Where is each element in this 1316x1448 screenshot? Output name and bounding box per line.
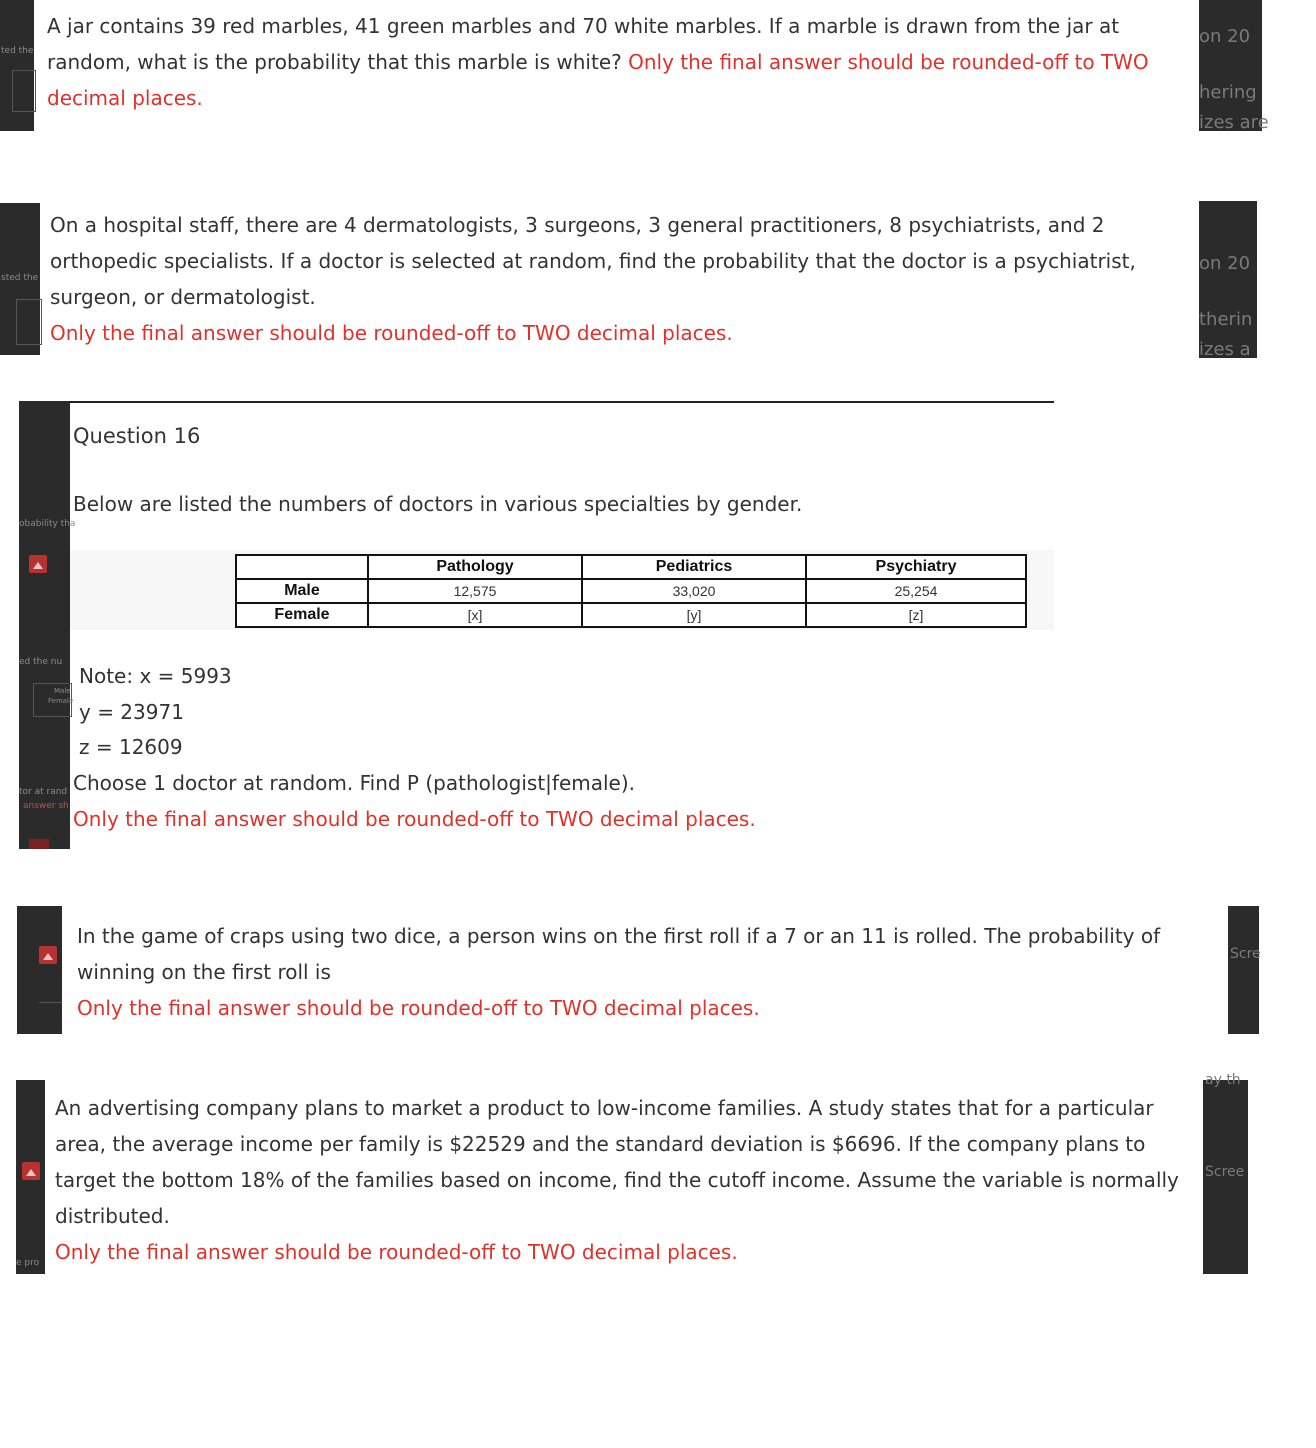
q4-right-strip — [1228, 906, 1259, 1034]
female-psychiatry: [z] — [806, 603, 1026, 627]
table-header-pathology: Pathology — [368, 555, 582, 579]
male-pediatrics: 33,020 — [582, 579, 806, 603]
female-pediatrics: [y] — [582, 603, 806, 627]
q4-ghost-right-1: Scre — [1230, 946, 1261, 962]
q2-ghost-right-1: on 20 — [1199, 253, 1251, 274]
q3-note-x: Note: x = 5993 — [79, 664, 232, 688]
q3-ghost-male: Male — [54, 687, 71, 695]
q5-rounding-note: Only the final answer should be rounded-off to TWO decimal places. — [55, 1240, 738, 1264]
q2-left-strip — [0, 203, 40, 355]
table-corner-cell — [236, 555, 368, 579]
male-pathology: 12,575 — [368, 579, 582, 603]
q4-rounding-note: Only the final answer should be rounded-off to TWO decimal places. — [77, 996, 760, 1020]
q1-right-strip — [1199, 0, 1269, 133]
q3-data-table — [235, 554, 1027, 628]
q3-note-y: y = 23971 — [79, 700, 184, 724]
q4-left-strip — [17, 906, 62, 1034]
q2-question — [50, 207, 1180, 351]
q3-ghost-red-block — [29, 839, 49, 849]
q1-ghost-left-text: ted the — [1, 46, 34, 56]
q5-question — [55, 1090, 1195, 1270]
q2-ghost-right-3: izes a — [1199, 339, 1251, 360]
table-row — [236, 579, 1026, 603]
q4-question — [77, 918, 1207, 1026]
q1-rounding-note: Only the final answer should be rounded-off to TWO decimal places. — [47, 50, 1149, 110]
q3-left-strip — [19, 401, 76, 849]
q5-ghost-left-1: e pro — [16, 1258, 40, 1268]
q3-ghost-left-2: ed the nu — [19, 657, 63, 667]
q5-left-strip — [16, 1080, 45, 1274]
q5-question-text: An advertising company plans to market a product to low-income families. A study states that for a particular area, the average income per family is $22529 and the standard deviation is $6696. If the company plans to target the bottom 18% of the families based on income, find the cutoff income. Assume the variable is normally distributed. — [55, 1096, 1179, 1228]
q1-ghost-right-1: on 20 — [1199, 26, 1251, 47]
q2-ghost-right-2: therin — [1199, 309, 1253, 330]
q1-ghost-box — [12, 70, 36, 112]
q3-ghost-left-3: tor at rand — [19, 787, 68, 797]
q3-image-icon — [29, 555, 47, 573]
male-psychiatry: 25,254 — [806, 579, 1026, 603]
q4-ghost-line — [39, 1002, 62, 1003]
q3-note-z: z = 12609 — [79, 735, 183, 759]
row-label-male: Male — [236, 579, 368, 603]
q2-rounding-note: Only the final answer should be rounded-off to TWO decimal places. — [50, 321, 733, 345]
q2-ghost-left-text: sted the — [1, 273, 39, 283]
female-pathology: [x] — [368, 603, 582, 627]
table-header-pediatrics: Pediatrics — [582, 555, 806, 579]
q3-title: Question 16 — [73, 424, 201, 448]
q5-ghost-right-1: Scree — [1205, 1164, 1245, 1180]
q5-image-icon — [22, 1162, 40, 1180]
q5-ghost-right-2: ay th — [1205, 1072, 1241, 1088]
q3-ghost-left-1: obability tha — [19, 519, 76, 529]
q1-question — [47, 8, 1177, 116]
q2-right-strip — [1199, 201, 1257, 358]
q4-image-icon — [39, 946, 57, 964]
table-header-row — [236, 555, 1026, 579]
q2-ghost-box — [16, 299, 42, 345]
q4-question-text: In the game of craps using two dice, a person wins on the first roll if a 7 or an 11 is rolled. The probability of winning on the first roll is — [77, 924, 1161, 984]
q3-ghost-female: Female — [48, 697, 74, 705]
q3-top-rule — [70, 401, 1054, 403]
q3-intro: Below are listed the numbers of doctors in various specialties by gender. — [73, 492, 803, 516]
q3-question-text: Choose 1 doctor at random. Find P (pathologist|female). — [73, 771, 636, 795]
q3-ghost-left-4: answer sh — [23, 801, 69, 811]
q3-rounding-note: Only the final answer should be rounded-off to TWO decimal places. — [73, 807, 756, 831]
table-header-psychiatry: Psychiatry — [806, 555, 1026, 579]
q1-left-strip — [0, 0, 34, 131]
q1-ghost-right-2: hering — [1199, 82, 1257, 103]
q1-question-text: A jar contains 39 red marbles, 41 green marbles and 70 white marbles. If a marble is drawn from the jar at random, what is the probability that this marble is white? — [47, 14, 1120, 74]
q1-ghost-right-3: izes are — [1199, 112, 1269, 133]
table-row — [236, 603, 1026, 627]
row-label-female: Female — [236, 603, 368, 627]
q2-question-text: On a hospital staff, there are 4 dermatologists, 3 surgeons, 3 general practitioners, 8 psychiatrists, and 2 orthopedic specialists. If a doctor is selected at random, find the probability that the doctor is a psychiatrist, surgeon, or dermatologist. — [50, 213, 1136, 309]
q3-ghost-table — [33, 683, 72, 717]
q5-right-strip — [1203, 1072, 1248, 1274]
